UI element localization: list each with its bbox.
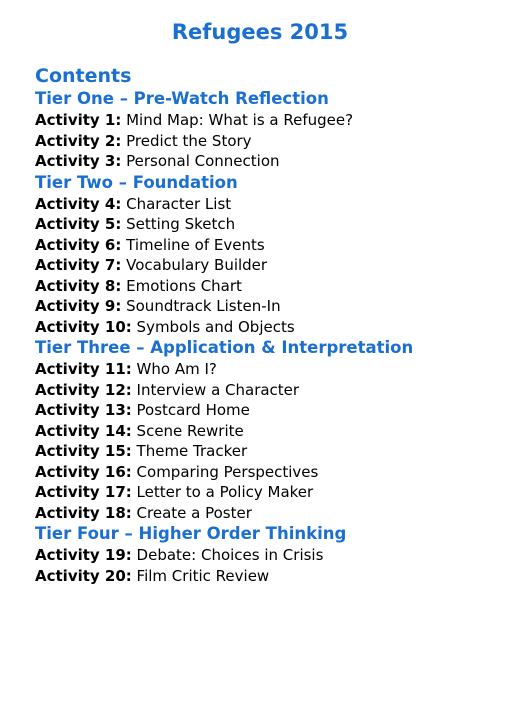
activity-item	[35, 194, 505, 215]
activity-item	[35, 503, 505, 524]
activity-title: Who Am I?	[131, 360, 217, 378]
activity-title: Interview a Character	[131, 380, 300, 399]
activity-title: Mind Map: What is a Refugee?	[121, 111, 354, 129]
activity-number: Activity 7:	[35, 256, 122, 274]
activity-title: Comparing Perspectives	[131, 462, 319, 481]
activity-number: Activity 3:	[35, 152, 122, 170]
activity-number: Activity 12:	[35, 380, 132, 399]
activity-title: Timeline of Events	[121, 235, 265, 254]
activity-number: Activity 18:	[35, 503, 132, 522]
activity-number: Activity 5:	[35, 215, 122, 233]
activity-item	[35, 482, 505, 503]
activity-title: Scene Rewrite	[131, 421, 244, 440]
activity-item	[35, 110, 505, 131]
activity-number: Activity 15:	[35, 442, 132, 460]
activity-item	[35, 545, 505, 566]
activity-number: Activity 13:	[35, 401, 132, 419]
activity-title: Character List	[121, 194, 232, 213]
activity-item	[35, 151, 505, 172]
activity-title: Setting Sketch	[121, 215, 236, 233]
activity-item	[35, 276, 505, 297]
activity-title: Debate: Choices in Crisis	[131, 546, 324, 564]
activity-item	[35, 421, 505, 442]
activity-item	[35, 380, 505, 401]
table-of-contents	[35, 64, 505, 586]
activity-item	[35, 317, 505, 338]
activity-title: Theme Tracker	[131, 442, 248, 460]
tier-four-heading: Tier Four – Higher Order Thinking	[35, 524, 347, 543]
activity-number: Activity 14:	[35, 421, 132, 440]
activity-item	[35, 566, 505, 587]
activity-number: Activity 11:	[35, 360, 132, 378]
activity-title: Create a Poster	[131, 503, 252, 522]
activity-item	[35, 462, 505, 483]
tier-one-heading: Tier One – Pre-Watch Reflection	[35, 89, 329, 108]
activity-number: Activity 16:	[35, 462, 132, 481]
activity-title: Predict the Story	[121, 131, 252, 150]
activity-number: Activity 6:	[35, 235, 122, 254]
contents-heading: Contents	[35, 65, 132, 87]
tier-two-heading: Tier Two – Foundation	[35, 172, 238, 192]
activity-number: Activity 4:	[35, 194, 122, 213]
activity-number: Activity 20:	[35, 566, 132, 585]
activity-title: Symbols and Objects	[131, 317, 295, 336]
activity-item	[35, 400, 505, 421]
activity-number: Activity 8:	[35, 276, 122, 295]
activity-number: Activity 19:	[35, 546, 132, 564]
tier-three-heading: Tier Three – Application & Interpretation	[35, 338, 414, 357]
activity-title: Soundtrack Listen-In	[121, 297, 281, 315]
activity-title: Postcard Home	[131, 401, 250, 419]
activity-item	[35, 235, 505, 256]
activity-item	[35, 441, 505, 462]
activity-number: Activity 10:	[35, 317, 132, 336]
activity-number: Activity 2:	[35, 131, 122, 150]
activity-title: Film Critic Review	[131, 566, 270, 585]
activity-item	[35, 296, 505, 317]
activity-title: Vocabulary Builder	[121, 256, 268, 274]
activity-item	[35, 255, 505, 276]
activity-number: Activity 1:	[35, 111, 122, 129]
activity-number: Activity 9:	[35, 297, 122, 315]
activity-item	[35, 359, 505, 380]
activity-title: Emotions Chart	[121, 276, 242, 295]
activity-item	[35, 214, 505, 235]
document-title: Refugees 2015	[171, 20, 349, 44]
activity-title: Letter to a Policy Maker	[131, 483, 314, 501]
activity-item	[35, 131, 505, 152]
activity-number: Activity 17:	[35, 483, 132, 501]
activity-title: Personal Connection	[121, 152, 280, 170]
